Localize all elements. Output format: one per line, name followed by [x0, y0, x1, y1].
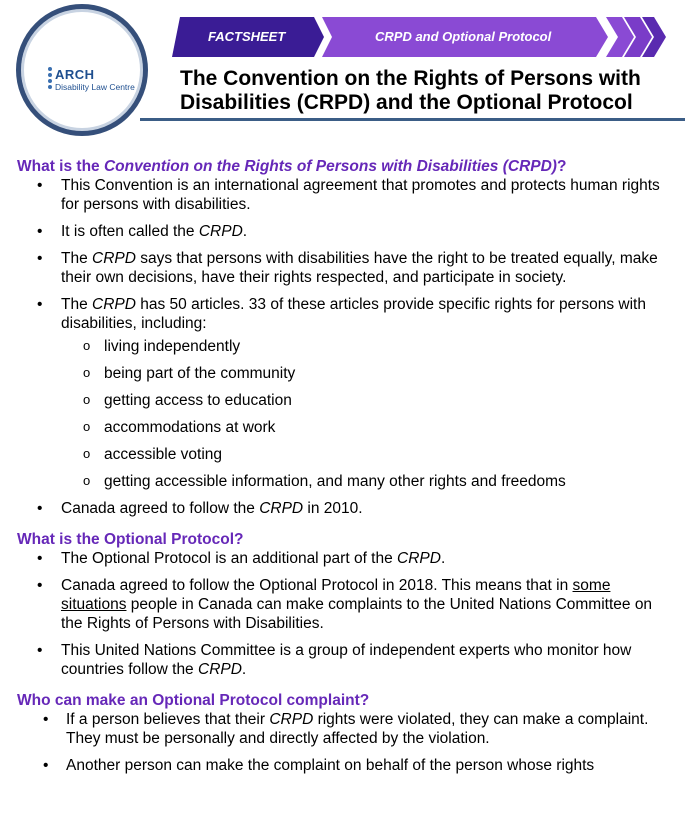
page-title [180, 67, 680, 115]
section-heading: Who can make an Optional Protocol complaint? [17, 692, 370, 709]
sublist-item: o living independently [61, 337, 671, 356]
list-item: • It is often called the CRPD. [0, 222, 685, 241]
factsheet-content [0, 157, 685, 783]
bullet-list [0, 176, 685, 518]
list-item: • The CRPD says that persons with disabilities have the right to be treated equally, make their own decisions, have their rights respected, and participate in society. [0, 249, 685, 287]
sublist-item: o accommodations at work [61, 418, 671, 437]
list-item: • The CRPD has 50 articles. 33 of these articles provide specific rights for persons with disabilities, including: o living independently o being part of the community o getting access to education o accommodations at work o accessible voting o getting accessible information, and many other rights and freedoms [0, 295, 685, 491]
section-optional-protocol [0, 530, 685, 679]
factsheet-label: FACTSHEET [208, 29, 286, 44]
sublist-item: o getting access to education [61, 391, 671, 410]
bullet-list [0, 710, 685, 775]
list-item: • Another person can make the complaint on behalf of the person whose rights [0, 756, 685, 775]
rights-sublist [61, 337, 671, 491]
sublist-item: o getting accessible information, and many other rights and freedoms [61, 472, 671, 491]
list-item: • This United Nations Committee is a group of independent experts who monitor how countries follow the CRPD. [0, 641, 685, 679]
title-line-1: The Convention on the Rights of Persons with [180, 67, 641, 90]
underlined-phrase: some situations [61, 577, 611, 613]
topic-label: CRPD and Optional Protocol [375, 29, 552, 44]
arch-logo [16, 4, 148, 136]
list-item: • This Convention is an international agreement that promotes and protects human rights for persons with disabilities. [0, 176, 685, 214]
section-what-is-crpd [0, 157, 685, 518]
list-item: • Canada agreed to follow the Optional Protocol in 2018. This means that in some situations people in Canada can make complaints to the United Nations Committee on the Rights of Persons with Disabilities. [0, 576, 685, 633]
logo-dots-icon [45, 67, 55, 91]
logo-subtitle: Disability Law Centre [55, 82, 135, 92]
logo-name: ARCH [55, 67, 95, 82]
list-item: • If a person believes that their CRPD rights were violated, they can make a complaint. They must be personally and directly affected by the violation. [0, 710, 685, 748]
section-who-can-complain [0, 691, 685, 775]
list-item: • Canada agreed to follow the CRPD in 2010. [0, 499, 685, 518]
sublist-item: o being part of the community [61, 364, 671, 383]
bullet-list [0, 549, 685, 679]
section-heading: What is the Convention on the Rights of Persons with Disabilities (CRPD)? [17, 158, 567, 175]
list-item: • The Optional Protocol is an additional part of the CRPD. [0, 549, 685, 568]
header-divider [140, 118, 685, 121]
sublist-item: o accessible voting [61, 445, 671, 464]
section-heading: What is the Optional Protocol? [17, 531, 244, 548]
factsheet-banner [172, 17, 672, 57]
title-line-2: Disabilities (CRPD) and the Optional Protocol [180, 91, 633, 114]
